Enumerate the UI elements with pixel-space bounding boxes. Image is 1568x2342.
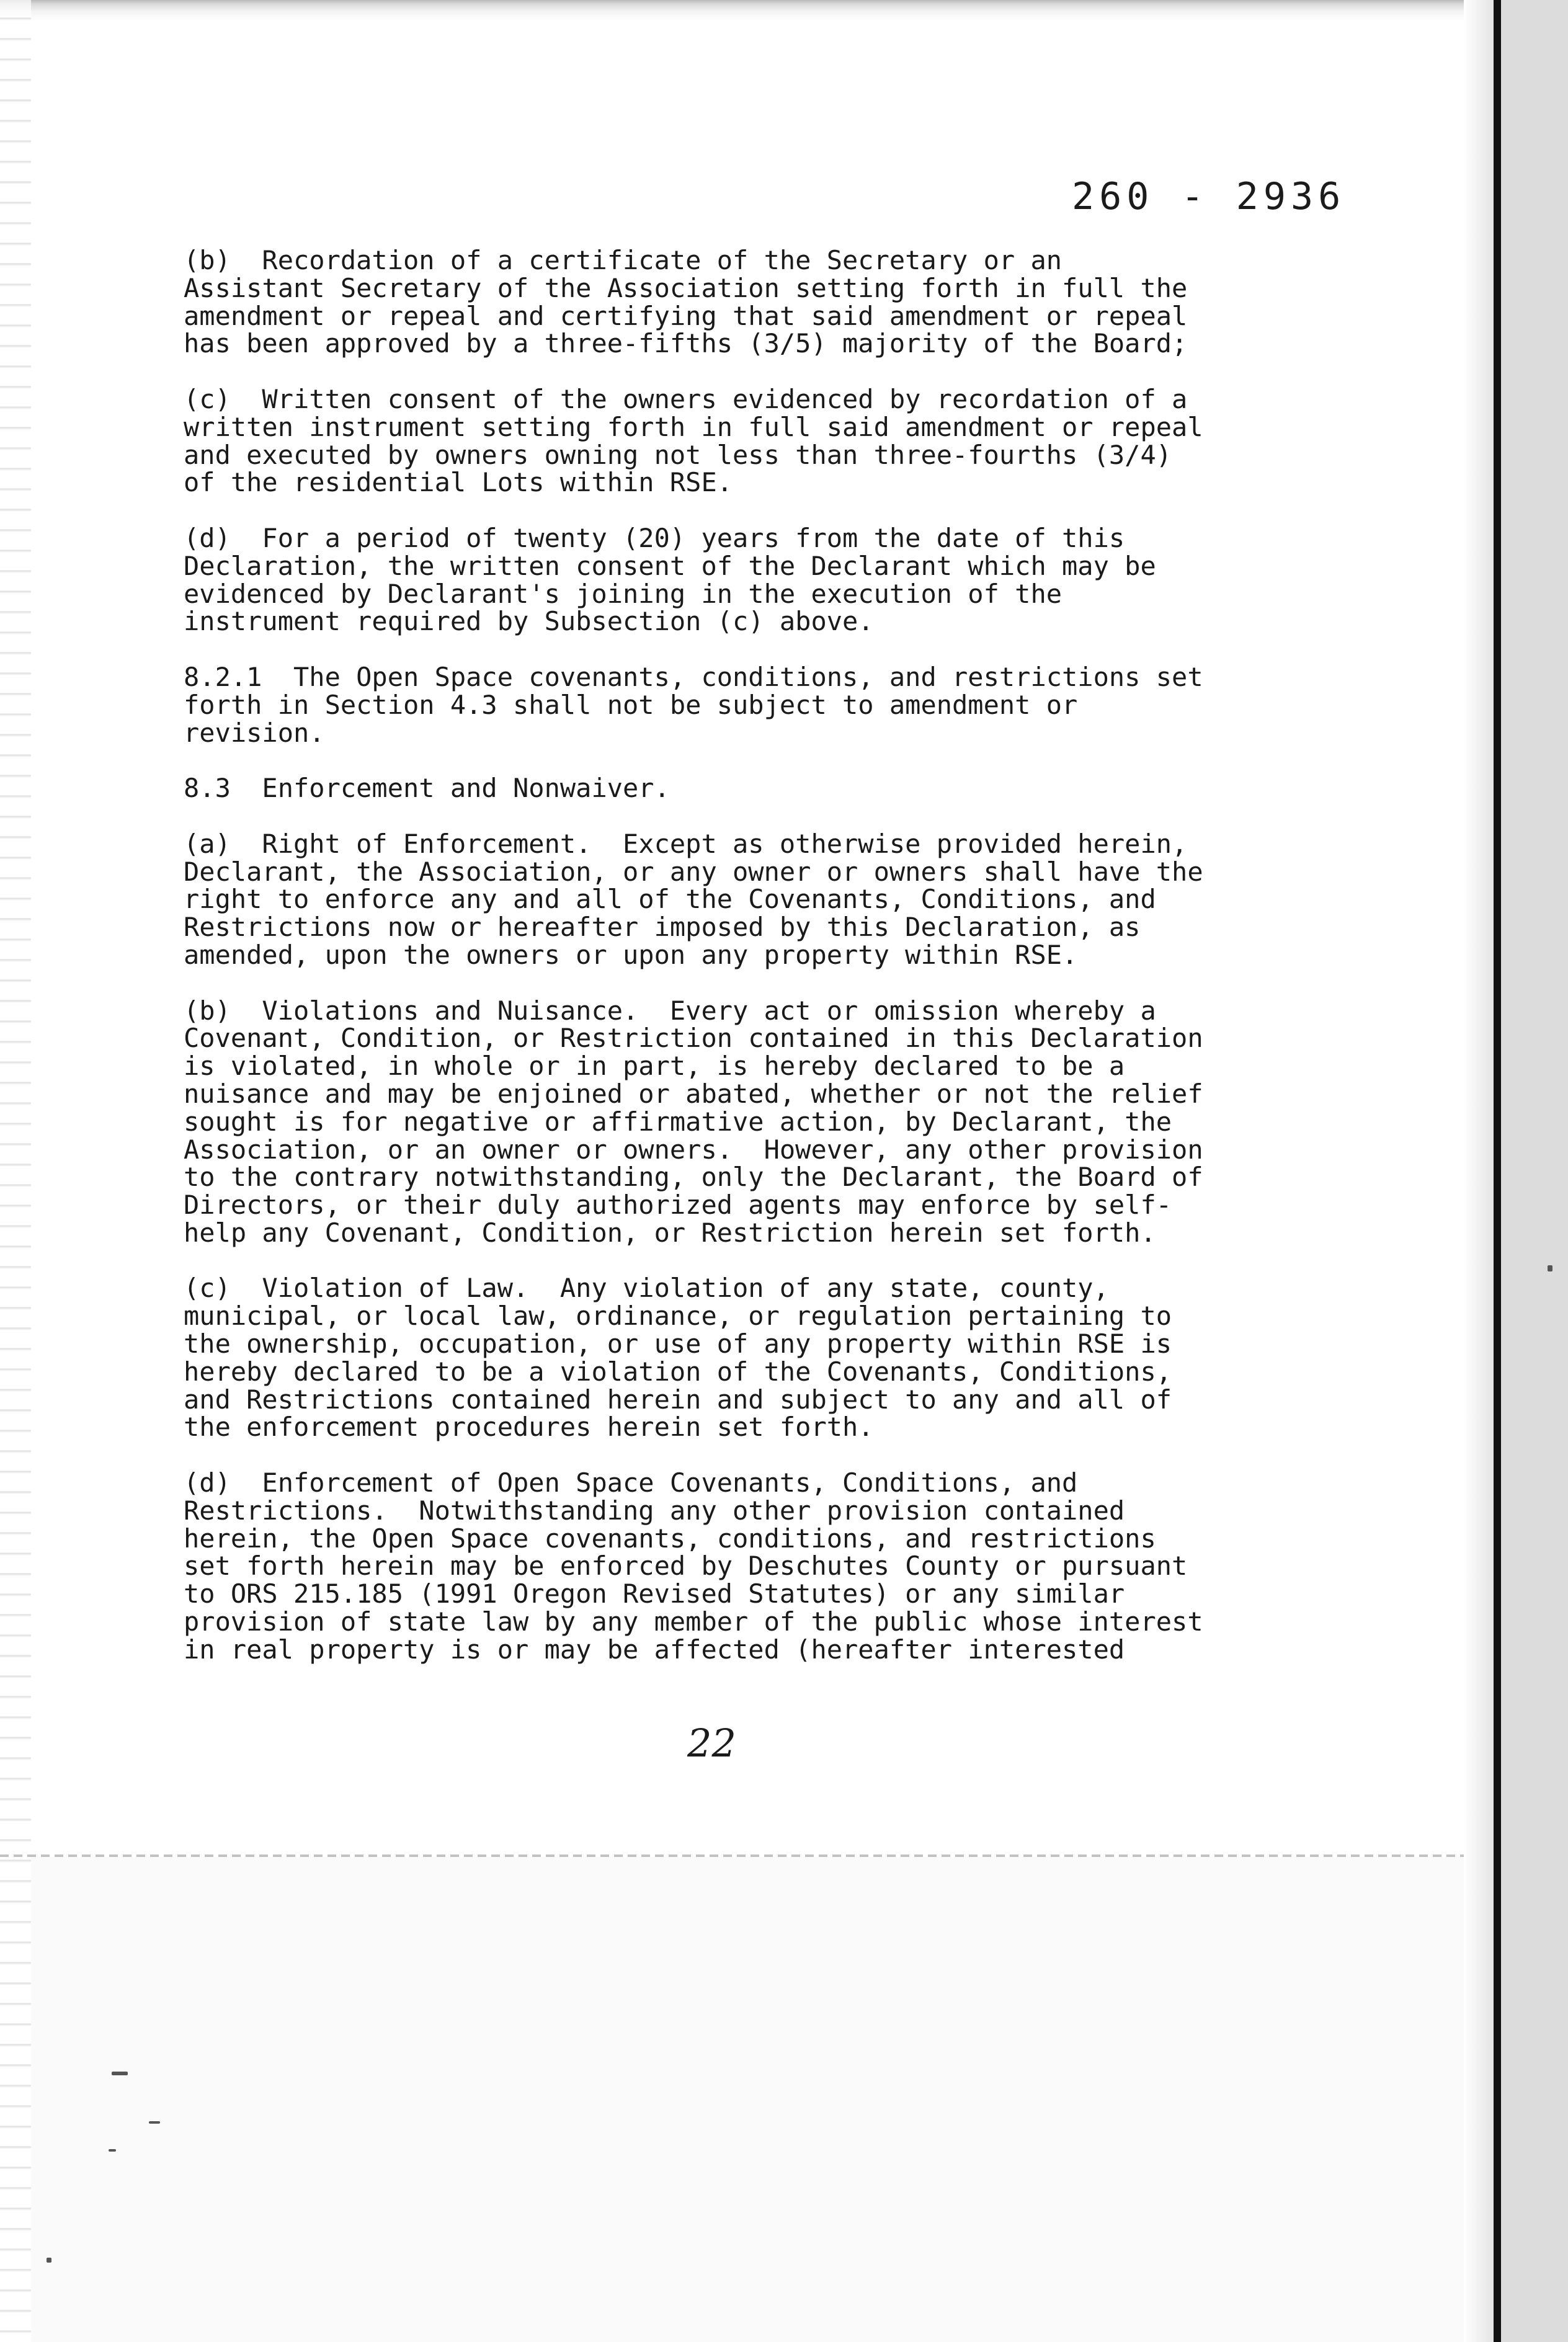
paragraph	[184, 522, 1300, 637]
paragraph	[184, 247, 1300, 358]
text-line: and Restrictions contained herein and subject to any and all of	[184, 1384, 1172, 1415]
text-line: to the contrary notwithstanding, only the Declarant, the Board of	[184, 1162, 1203, 1193]
paragraph-gap	[184, 803, 1300, 830]
text-line: municipal, or local law, ordinance, or regulation pertaining to	[184, 1301, 1172, 1332]
text-line: the ownership, occupation, or use of any property within RSE is	[184, 1329, 1172, 1360]
text-line: amendment or repeal and certifying that said amendment or repeal	[184, 300, 1188, 331]
text-line: sought is for negative or affirmative action, by Declarant, the	[184, 1106, 1172, 1137]
text-line: instrument required by Subsection (c) above.	[184, 606, 874, 637]
text-line: of the residential Lots within RSE.	[184, 467, 733, 498]
scan-speck	[1548, 1265, 1552, 1271]
paragraph	[184, 661, 1300, 748]
text-line: (c) Violation of Law. Any violation of any state, county,	[184, 1273, 1109, 1304]
text-line: revision.	[184, 717, 325, 748]
text-line: Restrictions now or hereafter imposed by this Declaration, as	[184, 912, 1141, 943]
scan-speck	[149, 2121, 160, 2124]
text-line: 8.3 Enforcement and Nonwaiver.	[184, 773, 670, 804]
paragraph-gap	[184, 358, 1300, 386]
paragraph	[184, 830, 1300, 969]
text-line: right to enforce any and all of the Covenants, Conditions, and	[184, 884, 1156, 915]
text-line: set forth herein may be enforced by Deschutes County or pursuant	[184, 1551, 1188, 1582]
scan-right-margin	[1501, 0, 1568, 2342]
paragraph	[184, 1275, 1300, 1441]
text-line: Directors, or their duly authorized agents may enforce by self-	[184, 1190, 1172, 1221]
text-line: help any Covenant, Condition, or Restriction herein set forth.	[184, 1217, 1156, 1248]
paragraph-gap	[184, 636, 1300, 664]
text-line: Declaration, the written consent of the Declarant which may be	[184, 550, 1156, 581]
text-line: (c) Written consent of the owners evidenced by recordation of a	[184, 383, 1188, 414]
paragraph-gap	[184, 1247, 1300, 1275]
text-line: 8.2.1 The Open Space covenants, conditions, and restrictions set	[184, 661, 1203, 692]
paragraph	[184, 383, 1300, 498]
paragraph-gap	[184, 969, 1300, 997]
text-line: is violated, in whole or in part, is hereby declared to be a	[184, 1051, 1125, 1082]
text-line: Assistant Secretary of the Association setting forth in full the	[184, 272, 1188, 303]
page-number: 22	[687, 1721, 736, 1766]
text-line: evidenced by Declarant's joining in the execution of the	[184, 578, 1062, 609]
paragraph	[184, 1469, 1300, 1664]
scan-speck	[112, 2072, 128, 2075]
scan-sheet-break	[0, 1854, 1464, 1857]
document-number: 260 - 2936	[1072, 175, 1346, 218]
text-line: and executed by owners owning not less than three-fourths (3/4)	[184, 439, 1172, 470]
scan-top-edge	[0, 0, 1568, 21]
scan-left-edge	[0, 0, 31, 2342]
text-line: (b) Violations and Nuisance. Every act or omission whereby a	[184, 995, 1156, 1026]
paragraph	[184, 997, 1300, 1247]
scan-lower-area	[31, 1857, 1464, 2342]
text-line: forth in Section 4.3 shall not be subject to amendment or	[184, 689, 1078, 720]
text-line: (d) Enforcement of Open Space Covenants, Conditions, and	[184, 1467, 1078, 1498]
text-line: hereby declared to be a violation of the Covenants, Conditions,	[184, 1356, 1172, 1387]
paragraph	[184, 775, 1300, 803]
text-line: (d) For a period of twenty (20) years from the date of this	[184, 522, 1125, 553]
text-line: (a) Right of Enforcement. Except as otherwise provided herein,	[184, 828, 1188, 859]
document-body	[184, 247, 1300, 1664]
scan-speck	[109, 2149, 116, 2152]
paragraph-gap	[184, 1441, 1300, 1469]
text-line: nuisance and may be enjoined or abated, whether or not the relief	[184, 1078, 1203, 1109]
text-line: amended, upon the owners or upon any property within RSE.	[184, 939, 1078, 970]
text-line: written instrument setting forth in full said amendment or repeal	[184, 411, 1203, 442]
paragraph-gap	[184, 747, 1300, 775]
text-line: Covenant, Condition, or Restriction contained in this Declaration	[184, 1023, 1203, 1054]
paragraph-gap	[184, 497, 1300, 525]
text-line: (b) Recordation of a certificate of the Secretary or an	[184, 245, 1062, 275]
text-line: Declarant, the Association, or any owner or owners shall have the	[184, 856, 1203, 887]
text-line: Restrictions. Notwithstanding any other provision contained	[184, 1495, 1125, 1526]
scan-speck	[47, 2258, 51, 2263]
text-line: in real property is or may be affected (hereafter interested	[184, 1634, 1125, 1665]
text-line: Association, or an owner or owners. However, any other provision	[184, 1134, 1203, 1165]
text-line: has been approved by a three-fifths (3/5) majority of the Board;	[184, 328, 1188, 359]
text-line: herein, the Open Space covenants, conditions, and restrictions	[184, 1523, 1156, 1554]
text-line: the enforcement procedures herein set forth.	[184, 1412, 874, 1443]
text-line: provision of state law by any member of the public whose interest	[184, 1606, 1203, 1637]
text-line: to ORS 215.185 (1991 Oregon Revised Statutes) or any similar	[184, 1578, 1125, 1610]
scan-right-border	[1494, 0, 1501, 2342]
scan-right-shadow	[1464, 0, 1494, 2342]
